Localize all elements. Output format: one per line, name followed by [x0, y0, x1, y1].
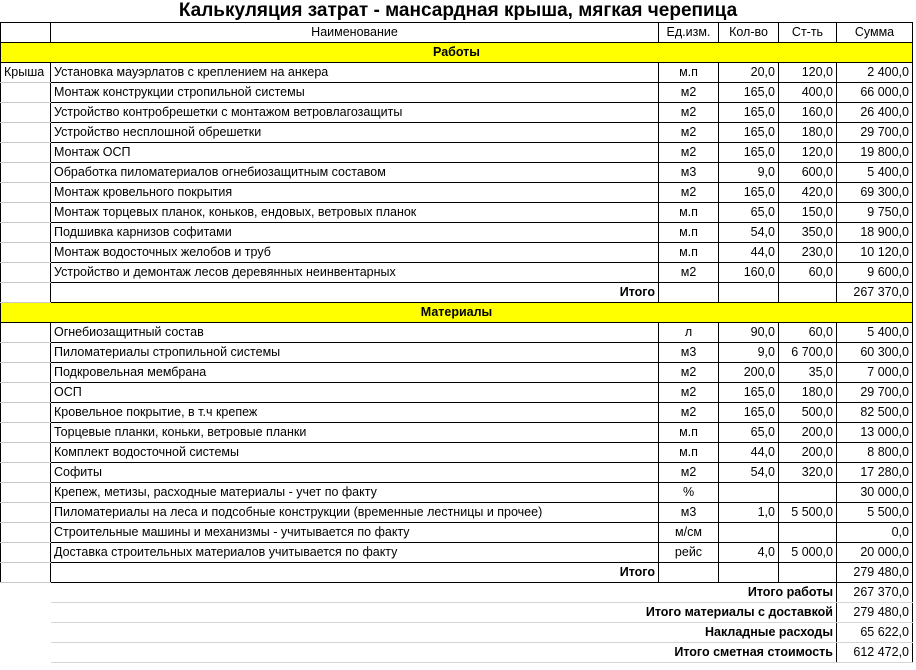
row-price: 420,0	[779, 183, 837, 203]
row-sum: 30 000,0	[837, 483, 913, 503]
table-row	[1, 403, 913, 423]
row-name: Подшивка карнизов софитами	[51, 223, 659, 243]
total-value: 279 480,0	[837, 563, 913, 583]
row-unit: м/см	[659, 523, 719, 543]
row-qty: 165,0	[719, 143, 779, 163]
table-row	[1, 463, 913, 483]
row-unit: м3	[659, 343, 719, 363]
row-unit: м.п	[659, 423, 719, 443]
row-name: Кровельное покрытие, в т.ч крепеж	[51, 403, 659, 423]
row-unit: м2	[659, 143, 719, 163]
row-name: Монтаж ОСП	[51, 143, 659, 163]
row-qty: 20,0	[719, 63, 779, 83]
row-unit: м.п	[659, 443, 719, 463]
row-price: 500,0	[779, 403, 837, 423]
row-sum: 17 280,0	[837, 463, 913, 483]
row-sum: 13 000,0	[837, 423, 913, 443]
row-price: 5 500,0	[779, 503, 837, 523]
total-blank	[659, 563, 719, 583]
row-group	[1, 183, 51, 203]
row-qty: 165,0	[719, 383, 779, 403]
table-row	[1, 243, 913, 263]
row-group	[1, 323, 51, 343]
row-price: 120,0	[779, 63, 837, 83]
summary-row	[1, 603, 913, 623]
row-group	[1, 523, 51, 543]
row-name: Торцевые планки, коньки, ветровые планки	[51, 423, 659, 443]
row-qty: 9,0	[719, 343, 779, 363]
header-price: Ст-ть	[779, 23, 837, 43]
header-group	[1, 23, 51, 43]
total-blank	[659, 283, 719, 303]
header-name: Наименование	[51, 23, 659, 43]
summary-value: 267 370,0	[837, 583, 913, 603]
row-sum: 19 800,0	[837, 143, 913, 163]
row-name: Пиломатериалы на леса и подсобные конструкции (временные лестницы и прочее)	[51, 503, 659, 523]
row-group	[1, 363, 51, 383]
row-qty	[719, 483, 779, 503]
row-unit: м3	[659, 163, 719, 183]
header-qty: Кол-во	[719, 23, 779, 43]
header-unit: Ед.изм.	[659, 23, 719, 43]
summary-spacer	[1, 643, 51, 663]
row-unit: м2	[659, 463, 719, 483]
table-row	[1, 163, 913, 183]
header-row	[1, 23, 913, 43]
row-qty: 165,0	[719, 403, 779, 423]
row-group	[1, 223, 51, 243]
row-price	[779, 483, 837, 503]
row-group: Крыша	[1, 63, 51, 83]
summary-label: Итого сметная стоимость	[51, 643, 837, 663]
row-name: Строительные машины и механизмы - учитывается по факту	[51, 523, 659, 543]
row-group	[1, 343, 51, 363]
row-unit: м2	[659, 183, 719, 203]
table-row	[1, 203, 913, 223]
row-price: 5 000,0	[779, 543, 837, 563]
total-blank	[779, 563, 837, 583]
row-group	[1, 383, 51, 403]
row-name: Монтаж торцевых планок, коньков, ендовых, ветровых планок	[51, 203, 659, 223]
row-sum: 2 400,0	[837, 63, 913, 83]
summary-spacer	[1, 583, 51, 603]
row-sum: 66 000,0	[837, 83, 913, 103]
header-sum: Сумма	[837, 23, 913, 43]
row-price: 200,0	[779, 443, 837, 463]
table-row	[1, 63, 913, 83]
row-name: Огнебиозащитный состав	[51, 323, 659, 343]
summary-label: Накладные расходы	[51, 623, 837, 643]
summary-spacer	[1, 603, 51, 623]
row-qty: 65,0	[719, 203, 779, 223]
table-row	[1, 103, 913, 123]
section-materials	[1, 303, 913, 323]
row-group	[1, 123, 51, 143]
row-sum: 5 400,0	[837, 163, 913, 183]
summary-spacer	[1, 623, 51, 643]
total-blank	[719, 283, 779, 303]
row-price: 600,0	[779, 163, 837, 183]
section-works	[1, 43, 913, 63]
row-qty	[719, 523, 779, 543]
row-qty: 9,0	[719, 163, 779, 183]
summary-value: 279 480,0	[837, 603, 913, 623]
row-sum: 69 300,0	[837, 183, 913, 203]
row-name: Установка мауэрлатов с креплением на анкера	[51, 63, 659, 83]
row-name: Пиломатериалы стропильной системы	[51, 343, 659, 363]
row-sum: 9 600,0	[837, 263, 913, 283]
row-unit: м2	[659, 403, 719, 423]
total-blank	[719, 563, 779, 583]
row-group	[1, 243, 51, 263]
row-sum: 60 300,0	[837, 343, 913, 363]
table-row	[1, 143, 913, 163]
row-price: 350,0	[779, 223, 837, 243]
row-name: Подкровельная мембрана	[51, 363, 659, 383]
row-name: Монтаж конструкции стропильной системы	[51, 83, 659, 103]
table-row	[1, 323, 913, 343]
row-qty: 65,0	[719, 423, 779, 443]
row-name: Устройство несплошной обрешетки	[51, 123, 659, 143]
table-row	[1, 443, 913, 463]
row-unit: м.п	[659, 63, 719, 83]
section-total-row	[1, 563, 913, 583]
row-unit: %	[659, 483, 719, 503]
row-price: 230,0	[779, 243, 837, 263]
table-row	[1, 423, 913, 443]
row-group	[1, 563, 51, 583]
row-group	[1, 463, 51, 483]
table-row	[1, 343, 913, 363]
total-value: 267 370,0	[837, 283, 913, 303]
table-row	[1, 383, 913, 403]
summary-label: Итого работы	[51, 583, 837, 603]
row-qty: 44,0	[719, 243, 779, 263]
row-price	[779, 523, 837, 543]
row-price: 120,0	[779, 143, 837, 163]
row-qty: 90,0	[719, 323, 779, 343]
row-qty: 54,0	[719, 463, 779, 483]
summary-value: 65 622,0	[837, 623, 913, 643]
row-qty: 54,0	[719, 223, 779, 243]
table-row	[1, 363, 913, 383]
row-unit: м2	[659, 263, 719, 283]
row-price: 180,0	[779, 123, 837, 143]
row-group	[1, 143, 51, 163]
row-unit: м3	[659, 503, 719, 523]
row-price: 150,0	[779, 203, 837, 223]
row-group	[1, 283, 51, 303]
row-unit: м.п	[659, 223, 719, 243]
row-name: Софиты	[51, 463, 659, 483]
row-group	[1, 543, 51, 563]
row-group	[1, 443, 51, 463]
summary-row	[1, 643, 913, 663]
row-sum: 0,0	[837, 523, 913, 543]
row-sum: 5 500,0	[837, 503, 913, 523]
row-unit: м2	[659, 363, 719, 383]
summary-row	[1, 583, 913, 603]
cost-table	[0, 22, 913, 663]
row-unit: м2	[659, 103, 719, 123]
row-group	[1, 83, 51, 103]
row-qty: 44,0	[719, 443, 779, 463]
section-title: Материалы	[1, 303, 913, 323]
row-unit: м.п	[659, 203, 719, 223]
row-unit: м2	[659, 123, 719, 143]
table-row	[1, 83, 913, 103]
row-group	[1, 503, 51, 523]
row-name: Комплект водосточной системы	[51, 443, 659, 463]
table-row	[1, 123, 913, 143]
row-sum: 8 800,0	[837, 443, 913, 463]
row-group	[1, 483, 51, 503]
row-sum: 82 500,0	[837, 403, 913, 423]
row-name: Обработка пиломатериалов огнебиозащитным составом	[51, 163, 659, 183]
row-unit: м.п	[659, 243, 719, 263]
summary-value: 612 472,0	[837, 643, 913, 663]
row-name: Доставка строительных материалов учитывается по факту	[51, 543, 659, 563]
summary-label: Итого материалы с доставкой	[51, 603, 837, 623]
row-sum: 26 400,0	[837, 103, 913, 123]
row-price: 320,0	[779, 463, 837, 483]
table-row	[1, 503, 913, 523]
row-unit: л	[659, 323, 719, 343]
page-title: Калькуляция затрат - мансардная крыша, мягкая черепица	[178, 0, 738, 21]
total-label: Итого	[51, 563, 659, 583]
row-group	[1, 203, 51, 223]
table-row	[1, 223, 913, 243]
row-unit: м2	[659, 383, 719, 403]
row-price: 60,0	[779, 263, 837, 283]
row-qty: 165,0	[719, 183, 779, 203]
section-total-row	[1, 283, 913, 303]
row-group	[1, 403, 51, 423]
row-price: 6 700,0	[779, 343, 837, 363]
total-blank	[779, 283, 837, 303]
section-title: Работы	[1, 43, 913, 63]
row-qty: 200,0	[719, 363, 779, 383]
row-sum: 29 700,0	[837, 123, 913, 143]
row-price: 35,0	[779, 363, 837, 383]
row-qty: 160,0	[719, 263, 779, 283]
row-sum: 29 700,0	[837, 383, 913, 403]
row-group	[1, 163, 51, 183]
row-price: 200,0	[779, 423, 837, 443]
row-group	[1, 423, 51, 443]
table-row	[1, 523, 913, 543]
row-qty: 4,0	[719, 543, 779, 563]
row-sum: 20 000,0	[837, 543, 913, 563]
total-label: Итого	[51, 283, 659, 303]
row-name: Крепеж, метизы, расходные материалы - учет по факту	[51, 483, 659, 503]
row-name: Монтаж кровельного покрытия	[51, 183, 659, 203]
row-qty: 165,0	[719, 103, 779, 123]
table-row	[1, 483, 913, 503]
row-sum: 10 120,0	[837, 243, 913, 263]
row-sum: 7 000,0	[837, 363, 913, 383]
row-unit: м2	[659, 83, 719, 103]
row-qty: 165,0	[719, 83, 779, 103]
row-qty: 165,0	[719, 123, 779, 143]
row-price: 180,0	[779, 383, 837, 403]
row-group	[1, 263, 51, 283]
row-price: 400,0	[779, 83, 837, 103]
row-price: 160,0	[779, 103, 837, 123]
table-row	[1, 543, 913, 563]
row-sum: 18 900,0	[837, 223, 913, 243]
row-sum: 5 400,0	[837, 323, 913, 343]
row-name: Монтаж водосточных желобов и труб	[51, 243, 659, 263]
row-unit: рейс	[659, 543, 719, 563]
row-price: 60,0	[779, 323, 837, 343]
row-sum: 9 750,0	[837, 203, 913, 223]
summary-row	[1, 623, 913, 643]
row-name: ОСП	[51, 383, 659, 403]
row-name: Устройство контробрешетки с монтажом ветровлагозащиты	[51, 103, 659, 123]
row-name: Устройство и демонтаж лесов деревянных неинвентарных	[51, 263, 659, 283]
row-group	[1, 103, 51, 123]
table-row	[1, 183, 913, 203]
row-qty: 1,0	[719, 503, 779, 523]
table-row	[1, 263, 913, 283]
